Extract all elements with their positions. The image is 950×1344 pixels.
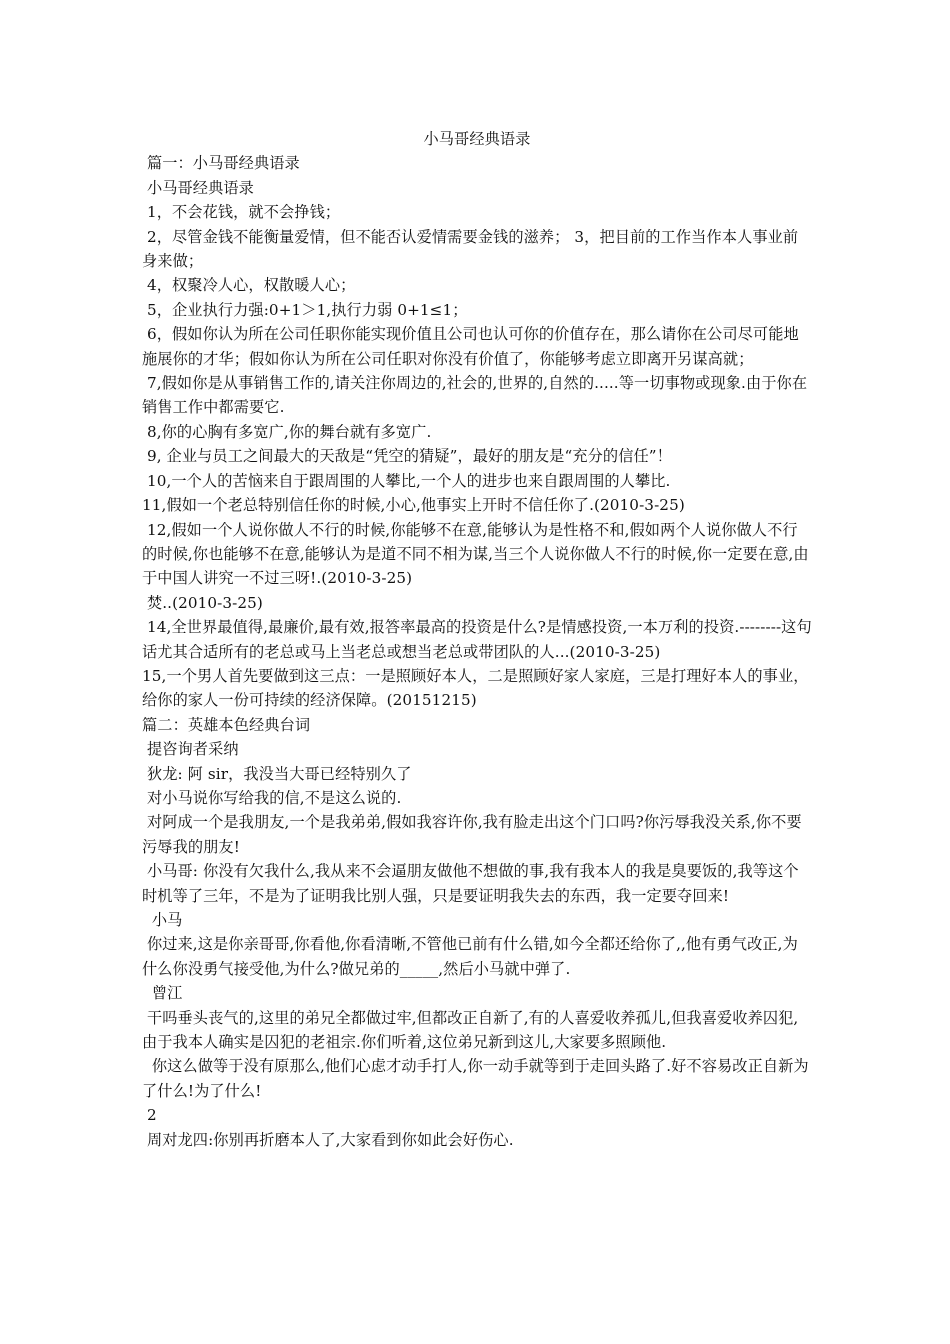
paragraph: 7,假如你是从事销售工作的,请关注你周边的,社会的,世界的,自然的.....等一切事物或现象.由于你在销售工作中都需要它.: [142, 374, 808, 417]
paragraph: 11,假如一个老总特别信任你的时候,小心,他事实上开时不信任你了.(2010-3-25): [142, 496, 685, 515]
paragraph: 你过来,这是你亲哥哥,你看他,你看清晰,不管他已前有什么错,如今全都还给你了,,他有勇气改正,为什么你没勇气接受他,为什么?做兄弟的_____,然后小马就中弹了.: [142, 935, 798, 978]
document-page: [142, 127, 812, 1152]
paragraph: 10,一个人的苦恼来自于跟周围的人攀比,一个人的进步也来自跟周围的人攀比.: [142, 471, 671, 490]
paragraph: 小马哥: 你没有欠我什么,我从来不会逼朋友做他不想做的事,我有我本人的我是臭要饭的,我等这个时机等了三年，不是为了证明我比别人强，只是要证明我失去的东西，我一定要夺回来!: [142, 862, 799, 905]
paragraph: 提咨询者采纳: [142, 740, 239, 759]
paragraph: 对小马说你写给我的信,不是这么说的.: [142, 788, 402, 807]
paragraph: 6，假如你认为所在公司任职你能实现价值且公司也认可你的价值存在，那么请你在公司尽可能地施展你的才华；假如你认为所在公司任职对你没有价值了，你能够考虑立即离开另谋高就；: [142, 325, 799, 368]
document-title: 小马哥经典语录: [423, 130, 531, 148]
paragraph: 14,全世界最值得,最廉价,最有效,报答率最高的投资是什么?是情感投资,一本万利的投资.--------这句话尤其合适所有的老总或马上当老总或想当老总或带团队的人...(2010-3-25): [142, 618, 812, 661]
speaker-label: 曾江: [142, 984, 183, 1003]
paragraph: 篇一：小马哥经典语录: [142, 154, 300, 173]
paragraph: 5，企业执行力强:0+1＞1,执行力弱 0+1≤1；: [142, 300, 468, 319]
paragraph: 15,一个男人首先要做到这三点：一是照顾好本人，二是照顾好家人家庭，三是打理好本人的事业，给你的家人一份可持续的经济保障。(20151215): [142, 666, 809, 710]
paragraph: 焚..(2010-3-25): [142, 593, 263, 612]
paragraph: 2，尽管金钱不能衡量爱情，但不能否认爱情需要金钱的滋养； 3，把目前的工作当作本人事业前身来做；: [142, 227, 799, 271]
paragraph: 8,你的心胸有多宽广,你的舞台就有多宽广.: [142, 422, 432, 441]
paragraph: 狄龙: 阿 sir，我没当大哥已经特别久了: [142, 764, 412, 783]
speaker-label: 小马: [142, 911, 183, 929]
page-number: 2: [142, 1106, 157, 1125]
paragraph: 周对龙四:你别再折磨本人了,大家看到你如此会好伤心.: [142, 1130, 514, 1149]
paragraph: 你这么做等于没有原那么,他们心虑才动手打人,你一动手就等到于走回头路了.好不容易改正自新为了什么!为了什么!: [142, 1057, 809, 1100]
paragraph: 4，权聚冷人心，权散暖人心；: [142, 276, 356, 295]
paragraph: 9, 企业与员工之间最大的天敌是“凭空的猜疑”，最好的朋友是“充分的信任”！: [142, 447, 672, 466]
paragraph: 小马哥经典语录: [142, 178, 254, 197]
paragraph: 1，不会花钱，就不会挣钱；: [142, 203, 341, 222]
section-heading: 篇二：英雄本色经典台词: [142, 715, 311, 734]
paragraph: 干吗垂头丧气的,这里的弟兄全都做过牢,但都改正自新了,有的人喜爱收养孤儿,但我喜爱收养囚犯,由于我本人确实是囚犯的老祖宗.你们听着,这位弟兄新到这儿,大家要多照顾他.: [142, 1008, 799, 1052]
paragraph: 12,假如一个人说你做人不行的时候,你能够不在意,能够认为是性格不和,假如两个人说你做人不行的时候,你也能够不在意,能够认为是道不同不相为谋,当三个人说你做人不行的时候,你一定要在意,由于中国人讲究一不过三呀!.(2010-3-25): [142, 520, 809, 588]
paragraph: 对阿成一个是我朋友,一个是我弟弟,假如我容许你,我有脸走出这个门口吗?你污辱我没关系,你不要污辱我的朋友!: [142, 813, 802, 856]
